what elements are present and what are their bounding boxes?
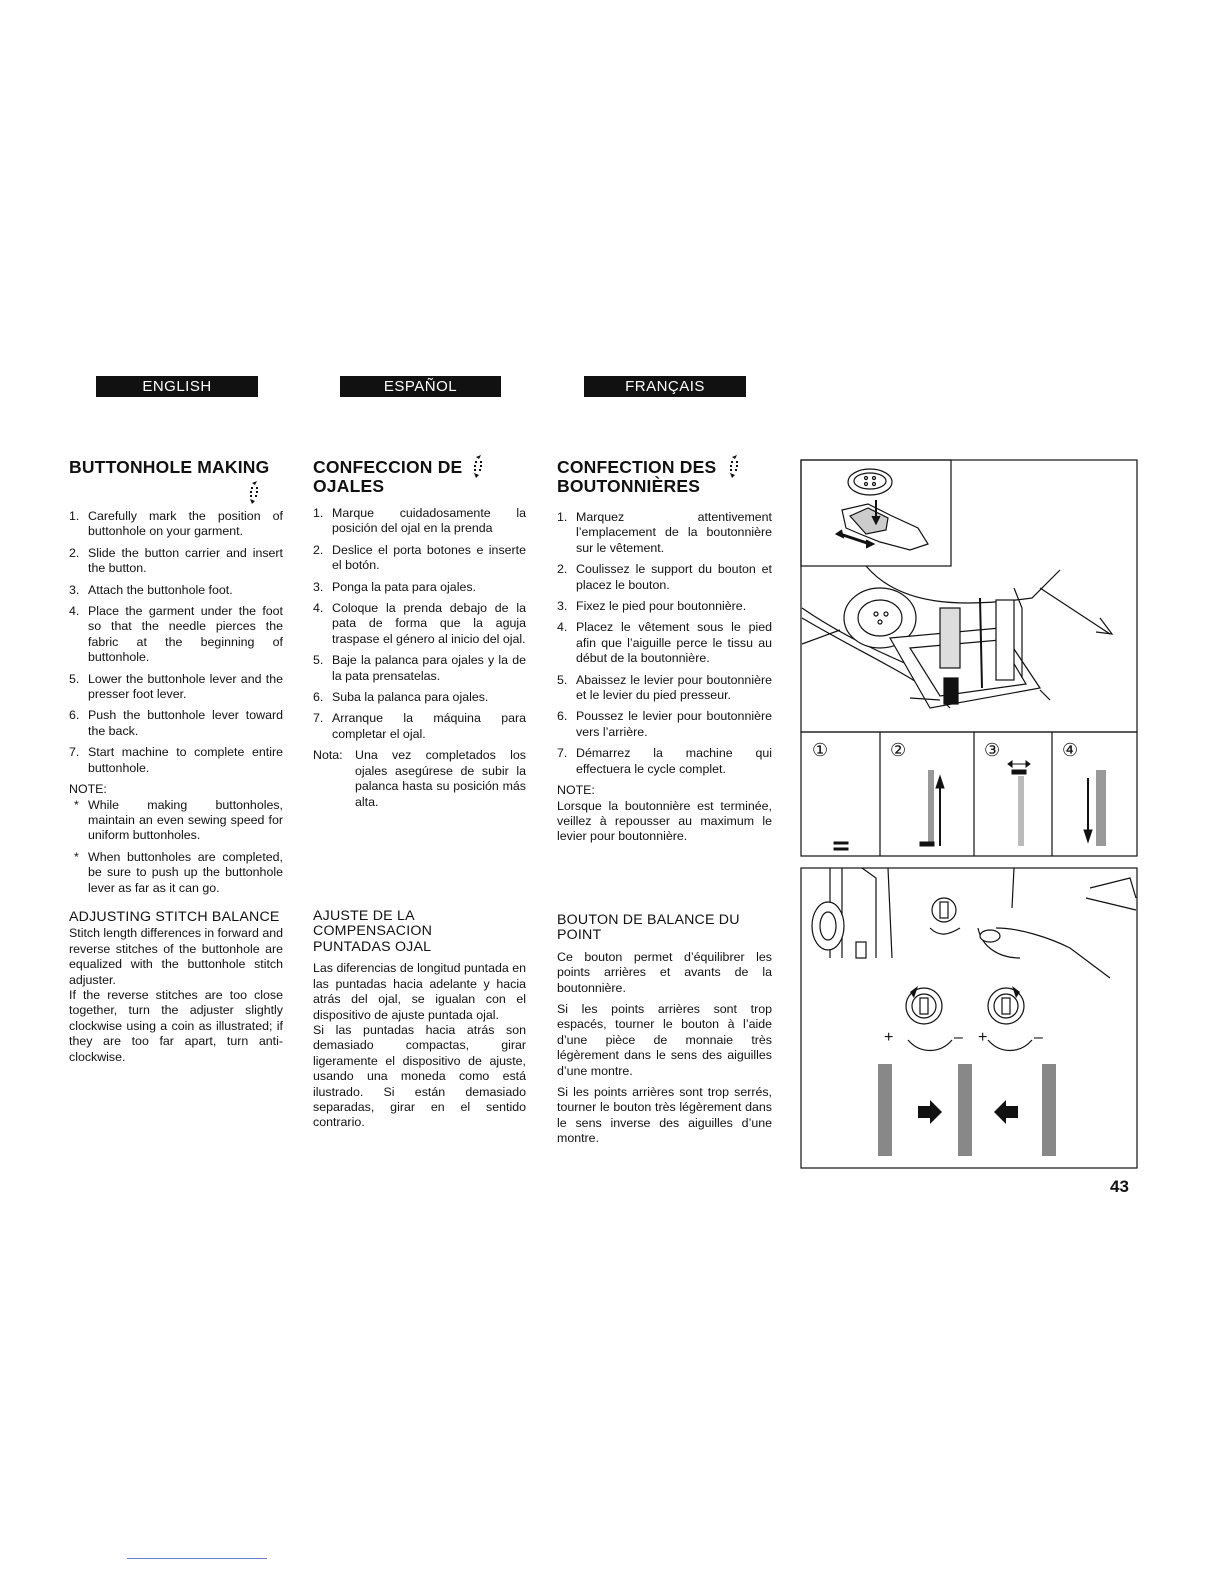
balance-title: ADJUSTING STITCH BALANCE bbox=[69, 908, 280, 925]
note-text: While making buttonholes, maintain an even sewing speed for uniform buttonholes. bbox=[88, 797, 283, 843]
step-text: Attach the buttonhole foot. bbox=[88, 582, 233, 597]
step-number: 1. bbox=[313, 506, 324, 520]
step-number: 7. bbox=[557, 746, 568, 761]
balance-title: AJUSTE DE LA COMPENSACION PUNTADAS OJAL bbox=[313, 907, 433, 955]
button-icon bbox=[848, 469, 892, 495]
step-number: 4. bbox=[313, 601, 324, 616]
step-text: Deslice el porta botones e inserte el botón. bbox=[332, 542, 526, 573]
step-text: Place the garment under the foot so that the needle pierces the fabric at the beginning of buttonhole. bbox=[88, 604, 283, 665]
note-text: When buttonholes are completed, be sure to push up the buttonhole lever as far as it can go. bbox=[88, 849, 283, 895]
francais-column bbox=[557, 458, 772, 1153]
step-text: Coulissez le support du bouton et placez le bouton. bbox=[576, 562, 772, 592]
minus-label: – bbox=[954, 1029, 963, 1046]
step-text: Lower the buttonhole lever and the presser foot lever. bbox=[88, 671, 283, 702]
note-label: Nota: bbox=[313, 748, 343, 763]
buttonhole-icon bbox=[69, 477, 283, 507]
balance-text-3: Si les points arrières sont trop serrés, tourner le bouton très légèrement dans le sens inverse des aiguilles d’une montre. bbox=[557, 1084, 772, 1146]
step-text: Abaissez le levier pour boutonnière et le levier du pied presseur. bbox=[576, 672, 772, 703]
buttonhole-illustration bbox=[800, 458, 1138, 1172]
step-text: Arranque la máquina para completar el ojal. bbox=[332, 711, 526, 741]
step-text: Baje la palanca para ojales y la de la pata prensatelas. bbox=[332, 653, 526, 683]
list-item bbox=[313, 690, 526, 705]
step-number: 2. bbox=[69, 545, 80, 560]
note-item bbox=[313, 748, 526, 810]
plus-label: + bbox=[884, 1029, 894, 1046]
balance-text-2: If the reverse stitches are too close together, turn the adjuster slightly clockwise using a coin as illustrated; if they are too far apart, turn anti-clockwise. bbox=[69, 988, 283, 1064]
step-label-3: ③ bbox=[984, 740, 1001, 760]
list-item bbox=[69, 672, 283, 703]
step-number: 6. bbox=[557, 709, 568, 724]
step-number: 5. bbox=[313, 653, 324, 668]
balance-text: Stitch length differences in forward and reverse stitches of the buttonhole are equalized with the buttonhole stitch adjuster. bbox=[69, 926, 283, 987]
list-item bbox=[69, 604, 283, 666]
espanol-title-1: CONFECCION DE bbox=[313, 457, 463, 477]
francais-steps bbox=[557, 510, 772, 777]
balance-title: BOUTON DE BALANCE DU POINT bbox=[557, 911, 740, 944]
buttonhole-icon bbox=[729, 455, 743, 485]
step-label-4: ④ bbox=[1062, 740, 1079, 760]
list-item bbox=[313, 506, 526, 537]
step-label-2: ② bbox=[890, 740, 907, 760]
francais-title-2: BOUTONNIÈRES bbox=[557, 476, 701, 496]
footer-line bbox=[127, 1558, 267, 1559]
step-text: Marquez attentivement l’emplacement de la boutonnière sur le vêtement. bbox=[576, 510, 772, 555]
balance-text: Las diferencias de longitud puntada en las puntadas hacia adelante y hacia atrás del ojal, se igualan con el dispositivo de ajuste puntada ojal. bbox=[313, 961, 526, 1022]
step-text: Poussez le levier pour boutonnière vers l’arrière. bbox=[576, 709, 772, 739]
step-text: Suba la palanca para ojales. bbox=[332, 690, 489, 705]
note-item bbox=[69, 798, 283, 844]
note-bullet: * bbox=[74, 849, 79, 864]
list-item bbox=[313, 711, 526, 742]
list-item bbox=[69, 745, 283, 776]
list-item bbox=[557, 510, 772, 556]
step-text: Slide the button carrier and insert the button. bbox=[88, 545, 283, 576]
tab-english: ENGLISH bbox=[96, 376, 258, 397]
step-text: Carefully mark the position of buttonhole on your garment. bbox=[88, 509, 283, 539]
step-number: 3. bbox=[557, 599, 568, 614]
tab-espanol: ESPAÑOL bbox=[340, 376, 501, 397]
francais-title-1: CONFECTION DES bbox=[557, 457, 717, 477]
list-item bbox=[69, 583, 283, 598]
step-text: Coloque la prenda debajo de la pata de forma que la aguja traspase el género al inicio del ojal. bbox=[332, 601, 526, 646]
step-number: 4. bbox=[557, 620, 568, 635]
step-text: Ponga la pata para ojales. bbox=[332, 579, 476, 594]
step-text: Fixez le pied pour boutonnière. bbox=[576, 599, 747, 614]
note-text: Lorsque la boutonnière est terminée, veillez à repousser au maximum le levier pour boutonnière. bbox=[557, 798, 772, 844]
list-item bbox=[313, 653, 526, 684]
balance-text-2: Si las puntadas hacia atrás son demasiado compactas, girar ligeramente el dispositivo de ajuste, usando una moneda como está ilustrado. Si están demasiado separadas, girar en el sentido contrario. bbox=[313, 1023, 526, 1130]
page-number: 43 bbox=[1110, 1177, 1129, 1196]
buttonhole-icon bbox=[473, 455, 487, 485]
note-text: Una vez completados los ojales asegúrese de subir la palanca hasta su posición más alta. bbox=[355, 748, 526, 809]
note-bullet: * bbox=[74, 797, 79, 812]
step-number: 1. bbox=[69, 509, 80, 523]
balance-text-2: Si les points arrières sont trop espacés, tourner le bouton à l’aide d’une pièce de monnaie très légèrement dans le sens des aiguilles d’une montre. bbox=[557, 1001, 772, 1078]
step-label-1: ① bbox=[812, 740, 829, 760]
list-item bbox=[69, 509, 283, 540]
step-text: Marque cuidadosamente la posición del ojal en la prenda bbox=[332, 506, 526, 536]
list-item bbox=[69, 546, 283, 577]
list-item bbox=[557, 709, 772, 740]
step-number: 1. bbox=[557, 510, 568, 524]
list-item bbox=[557, 673, 772, 704]
step-number: 7. bbox=[313, 711, 324, 726]
list-item bbox=[557, 746, 772, 777]
step-number: 3. bbox=[313, 579, 324, 594]
step-number: 3. bbox=[69, 582, 80, 597]
step-number: 4. bbox=[69, 604, 80, 619]
step-number: 6. bbox=[313, 690, 324, 705]
list-item bbox=[313, 580, 526, 595]
note-label: NOTE: bbox=[557, 783, 595, 798]
step-text: Démarrez la machine qui effectuera le cycle complet. bbox=[576, 746, 772, 776]
list-item bbox=[557, 562, 772, 593]
step-number: 2. bbox=[313, 542, 324, 557]
step-number: 6. bbox=[69, 708, 80, 723]
espanol-steps bbox=[313, 506, 526, 742]
tab-francais: FRANÇAIS bbox=[584, 376, 746, 397]
step-text: Placez le vêtement sous le pied afin que l’aiguille perce le tissu au début de la boutonnière. bbox=[576, 620, 772, 666]
espanol-column bbox=[313, 458, 526, 1137]
arrow-right-icon bbox=[918, 1100, 942, 1124]
step-number: 5. bbox=[557, 672, 568, 687]
plus-label: + bbox=[978, 1029, 988, 1046]
step-text: Start machine to complete entire buttonhole. bbox=[88, 745, 283, 775]
list-item bbox=[557, 620, 772, 666]
balance-text: Ce bouton permet d’équilibrer les points arrières et avants de la boutonnière. bbox=[557, 949, 772, 995]
arrow-left-icon bbox=[994, 1100, 1018, 1124]
step-number: 5. bbox=[69, 671, 80, 686]
list-item bbox=[69, 708, 283, 739]
list-item bbox=[313, 543, 526, 574]
list-item bbox=[557, 599, 772, 614]
english-steps bbox=[69, 509, 283, 776]
list-item bbox=[313, 601, 526, 647]
step-number: 2. bbox=[557, 562, 568, 577]
step-text: Push the buttonhole lever toward the back. bbox=[88, 708, 283, 738]
english-column bbox=[69, 458, 283, 1071]
minus-label: – bbox=[1034, 1029, 1043, 1046]
note-item bbox=[69, 850, 283, 896]
note-label: NOTE: bbox=[69, 782, 107, 797]
english-title: BUTTONHOLE MAKING bbox=[69, 457, 270, 477]
step-number: 7. bbox=[69, 745, 80, 760]
espanol-title-2: OJALES bbox=[313, 476, 385, 496]
